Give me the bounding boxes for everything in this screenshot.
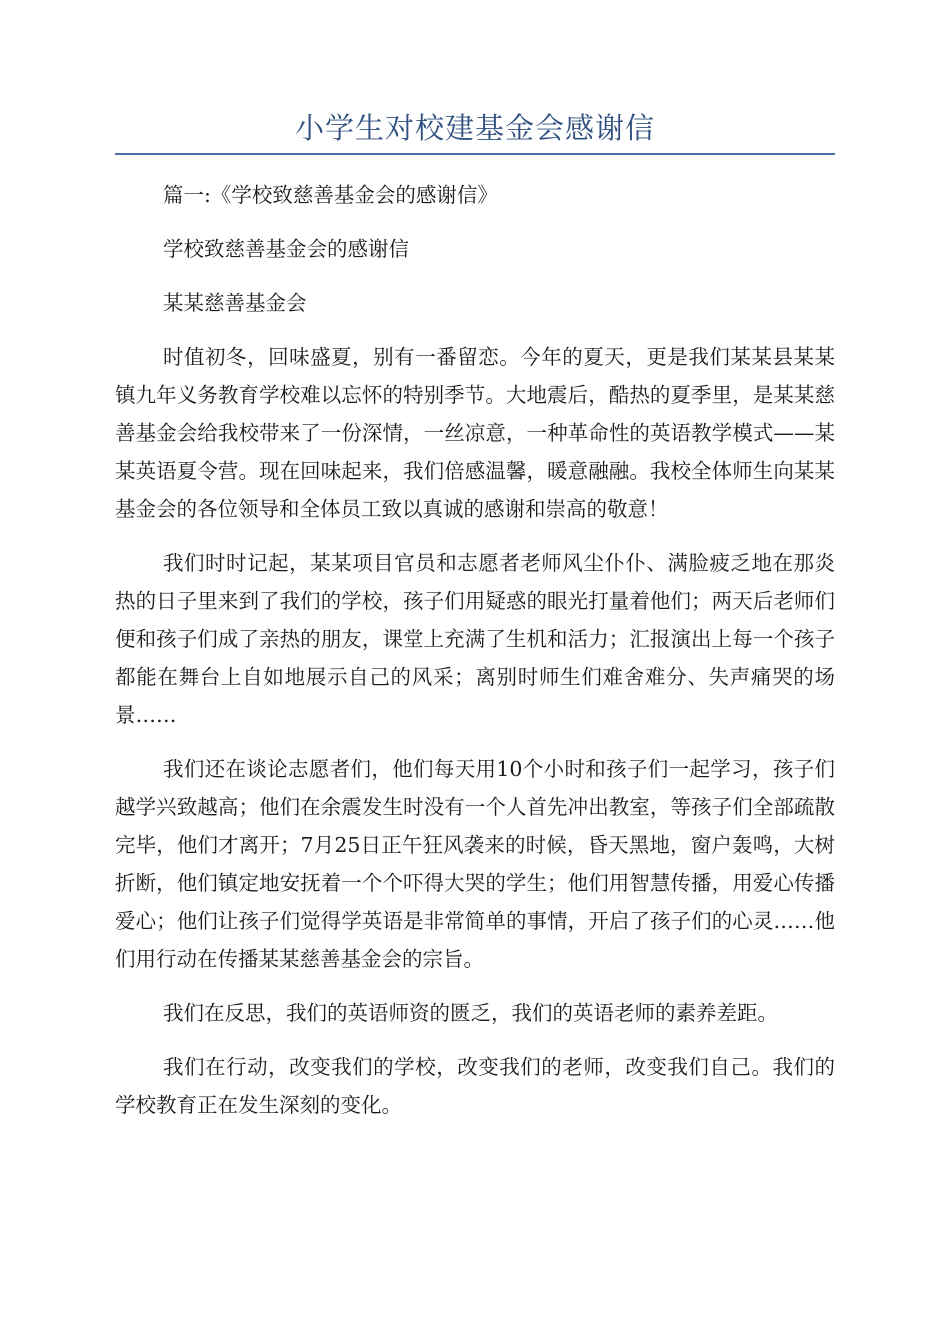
document-body — [115, 176, 835, 1140]
section-heading: 篇一:《学校致慈善基金会的感谢信》 — [163, 183, 498, 207]
body-paragraph: 时值初冬，回味盛夏，别有一番留恋。今年的夏天，更是我们某某县某某镇九年义务教育学校难以忘怀的特别季节。大地震后，酷热的夏季里，是某某慈善基金会给我校带来了一份深情，一丝凉意，一种革命性的英语教学模式——某某英语夏令营。现在回味起来，我们倍感温馨，暖意融融。我校全体师生向某某基金会的各位领导和全体员工致以真诚的感谢和崇高的敬意！ — [115, 345, 835, 521]
title-underline — [115, 153, 835, 155]
page-title: 小学生对校建基金会感谢信 — [294, 111, 655, 145]
letter-title: 学校致慈善基金会的感谢信 — [163, 237, 409, 261]
body-paragraph: 我们时时记起，某某项目官员和志愿者老师风尘仆仆、满脸疲乏地在那炎热的日子里来到了我们的学校，孩子们用疑惑的眼光打量着他们；两天后老师们便和孩子们成了亲热的朋友，课堂上充满了生机和活力；汇报演出上每一个孩子都能在舞台上自如地展示自己的风采；离别时师生们难舍难分、失声痛哭的场景…… — [115, 551, 835, 727]
body-paragraph: 我们在行动，改变我们的学校，改变我们的老师，改变我们自己。我们的学校教育正在发生深刻的变化。 — [115, 1055, 835, 1117]
body-paragraph: 我们还在谈论志愿者们，他们每天用10个小时和孩子们一起学习，孩子们越学兴致越高；他们在余震发生时没有一个人首先冲出教室，等孩子们全部疏散完毕，他们才离开；7月25日正午狂风袭来的时候，昏天黑地，窗户轰鸣，大树折断，他们镇定地安抚着一个个吓得大哭的学生；他们用智慧传播，用爱心传播爱心；他们让孩子们觉得学英语是非常简单的事情，开启了孩子们的心灵……他们用行动在传播某某慈善基金会的宗旨。 — [115, 757, 835, 971]
letter-salutation: 某某慈善基金会 — [163, 291, 307, 315]
body-paragraph: 我们在反思，我们的英语师资的匮乏，我们的英语老师的素养差距。 — [163, 1001, 778, 1025]
